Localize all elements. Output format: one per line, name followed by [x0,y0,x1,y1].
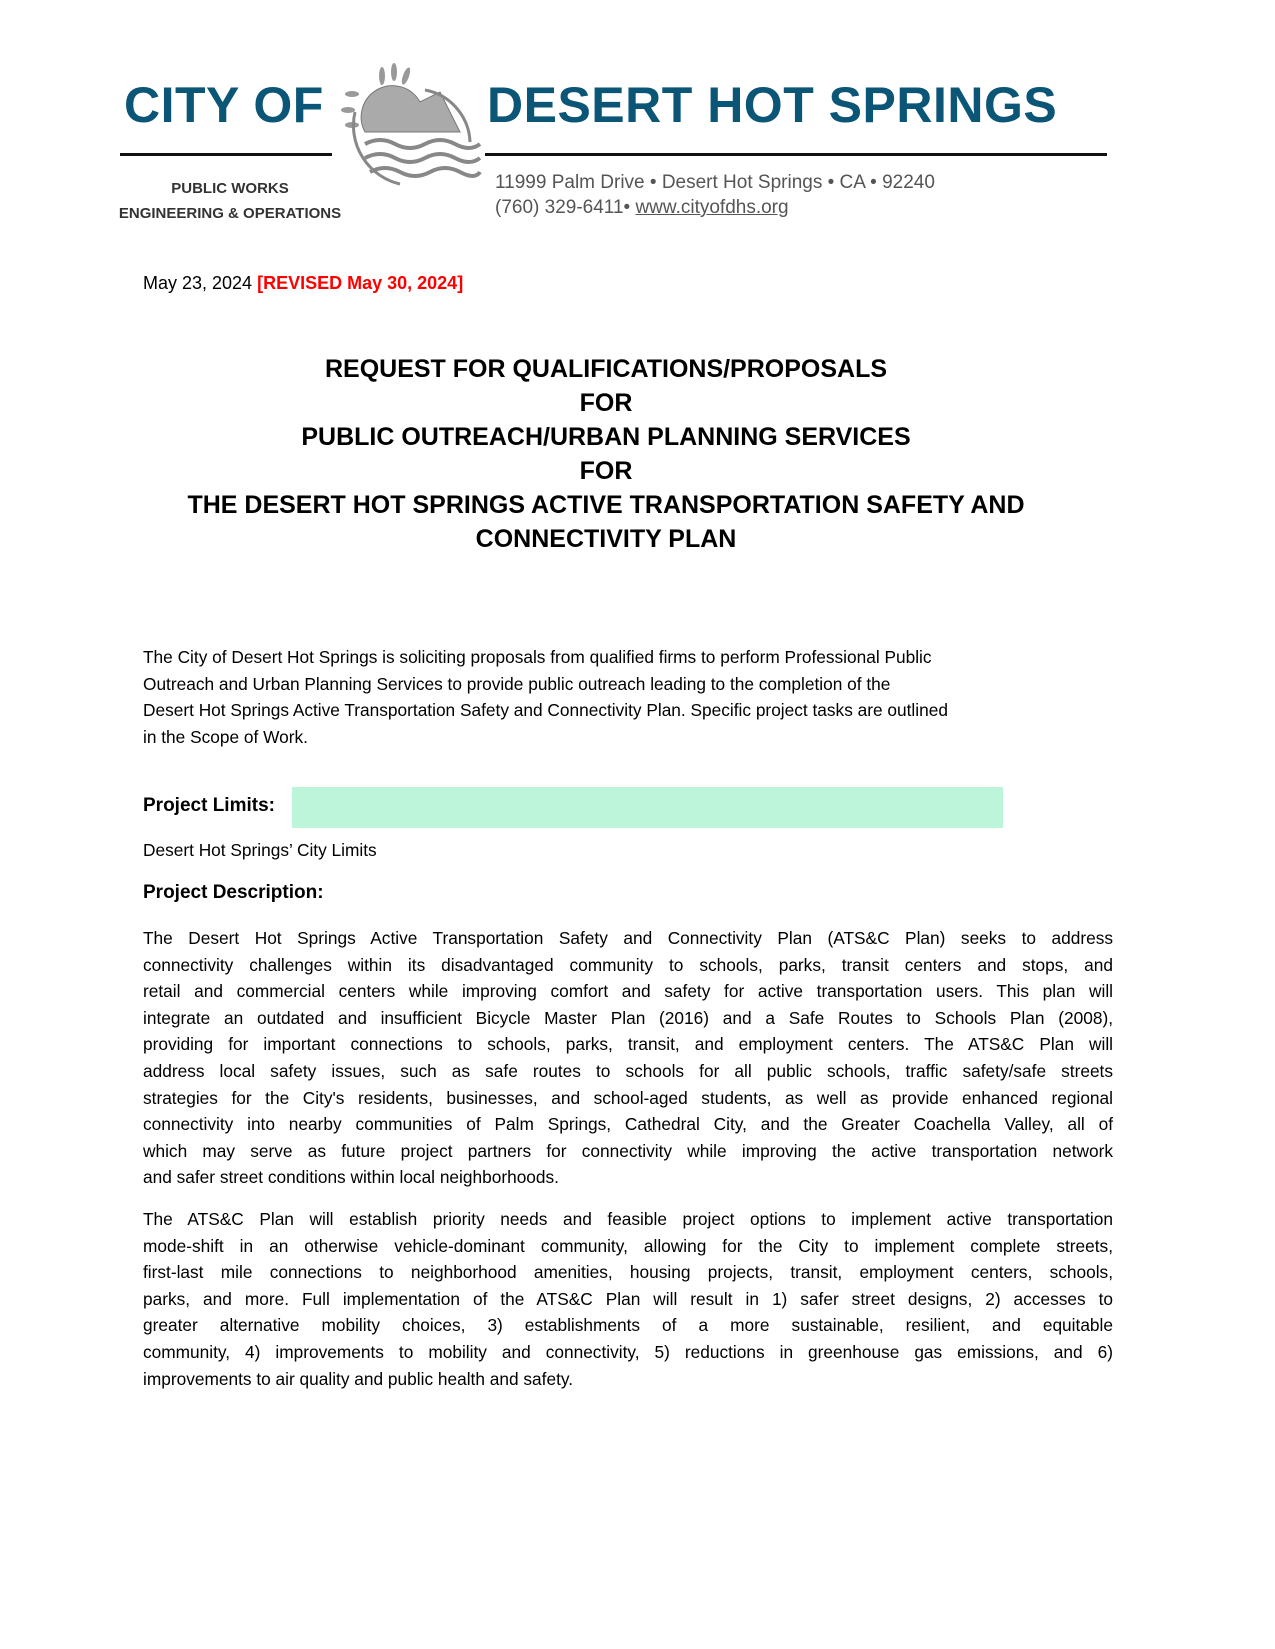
document-date [143,273,463,294]
paragraph-line: community, 4) improvements to mobility and connectivity, 5) reductions in greenhouse gas emissions, and 6) [143,1341,1113,1362]
project-limits-label: Project Limits: [143,795,275,816]
paragraph-line: improvements to air quality and public health and safety. [143,1368,574,1389]
city-logo-icon [330,62,490,188]
paragraph-line: integrate an outdated and insufficient Bicycle Master Plan (2016) and a Safe Routes to Schools Plan (2008), [143,1007,1113,1028]
paragraph-line: retail and commercial centers while improving comfort and safety for active transportation users. This plan will [143,981,1113,1002]
phone: (760) 329-6411• [495,197,631,218]
paragraph-line: connectivity into nearby communities of Palm Springs, Cathedral City, and the Greater Coachella Valley, all of [143,1114,1113,1135]
project-limits-value: Desert Hot Springs’ City Limits [143,840,377,860]
paragraph-line: greater alternative mobility choices, 3) establishments of a more sustainable, resilient, and equitable [143,1315,1113,1336]
paragraph-line: Desert Hot Springs Active Transportation Safety and Connectivity Plan. Specific project tasks are outlined [143,700,948,721]
paragraph-line: which may serve as future project partners for connectivity while improving the active transportation network [143,1140,1113,1161]
paragraph-line: The ATS&C Plan will establish priority needs and feasible project options to implement active transportation [143,1209,1113,1229]
department-line-1: PUBLIC WORKS [171,180,289,197]
address: 11999 Palm Drive • Desert Hot Springs • CA • 92240 [495,172,935,193]
title-line: PUBLIC OUTREACH/URBAN PLANNING SERVICES [301,423,911,451]
paragraph-line: mode-shift in an otherwise vehicle-dominant community, allowing for the City to implement complete streets, [143,1235,1113,1256]
paragraph-line: providing for important connections to schools, parks, transit, and employment centers. The ATS&C Plan will [143,1034,1113,1055]
paragraph-line: in the Scope of Work. [143,726,308,747]
title-line: FOR [579,389,633,417]
document-title [140,352,1072,556]
header-rule-right [485,153,1107,156]
brand-right: DESERT HOT SPRINGS [487,77,1058,133]
project-description-label: Project Description: [143,882,324,903]
paragraph-line: address local safety issues, such as safe routes to schools for all public schools, traffic safety/safe streets [143,1060,1113,1081]
department-line-2: ENGINEERING & OPERATIONS [118,205,342,222]
title-line: CONNECTIVITY PLAN [475,525,737,553]
paragraph-line: connectivity challenges within its disadvantaged community to schools, parks, transit centers and stops, and [143,954,1113,975]
title-line: THE DESERT HOT SPRINGS ACTIVE TRANSPORTATION SAFETY AND [187,491,1025,519]
paragraph-line: The City of Desert Hot Springs is soliciting proposals from qualified firms to perform Professional Public [143,647,932,667]
paragraph-line: The Desert Hot Springs Active Transportation Safety and Connectivity Plan (ATS&C Plan) seeks to address [143,928,1113,948]
paragraph-line: strategies for the City's residents, businesses, and school-aged students, as well as provide enhanced regional [143,1087,1113,1108]
website-link[interactable]: www.cityofdhs.org [635,197,789,218]
contact-block [495,170,935,220]
paragraph-line: first-last mile connections to neighborhood amenities, housing projects, transit, employment centers, schools, [143,1262,1113,1283]
paragraph-line: parks, and more. Full implementation of the ATS&C Plan will result in 1) safer street designs, 2) accesses to [143,1288,1113,1309]
highlight-box [292,787,1003,828]
paragraph-line: and safer street conditions within local neighborhoods. [143,1167,559,1188]
header-rule-left [120,153,332,156]
description-paragraph-2 [143,1206,1113,1392]
date-text: May 23, 2024 [143,273,253,293]
description-paragraph-1 [143,925,1113,1191]
revised-date: [REVISED May 30, 2024] [257,273,464,293]
title-line: REQUEST FOR QUALIFICATIONS/PROPOSALS [324,355,888,383]
brand-left: CITY OF [124,77,324,133]
intro-paragraph [143,644,1113,750]
paragraph-line: Outreach and Urban Planning Services to provide public outreach leading to the completion of the [143,673,891,694]
title-line: FOR [579,457,633,485]
